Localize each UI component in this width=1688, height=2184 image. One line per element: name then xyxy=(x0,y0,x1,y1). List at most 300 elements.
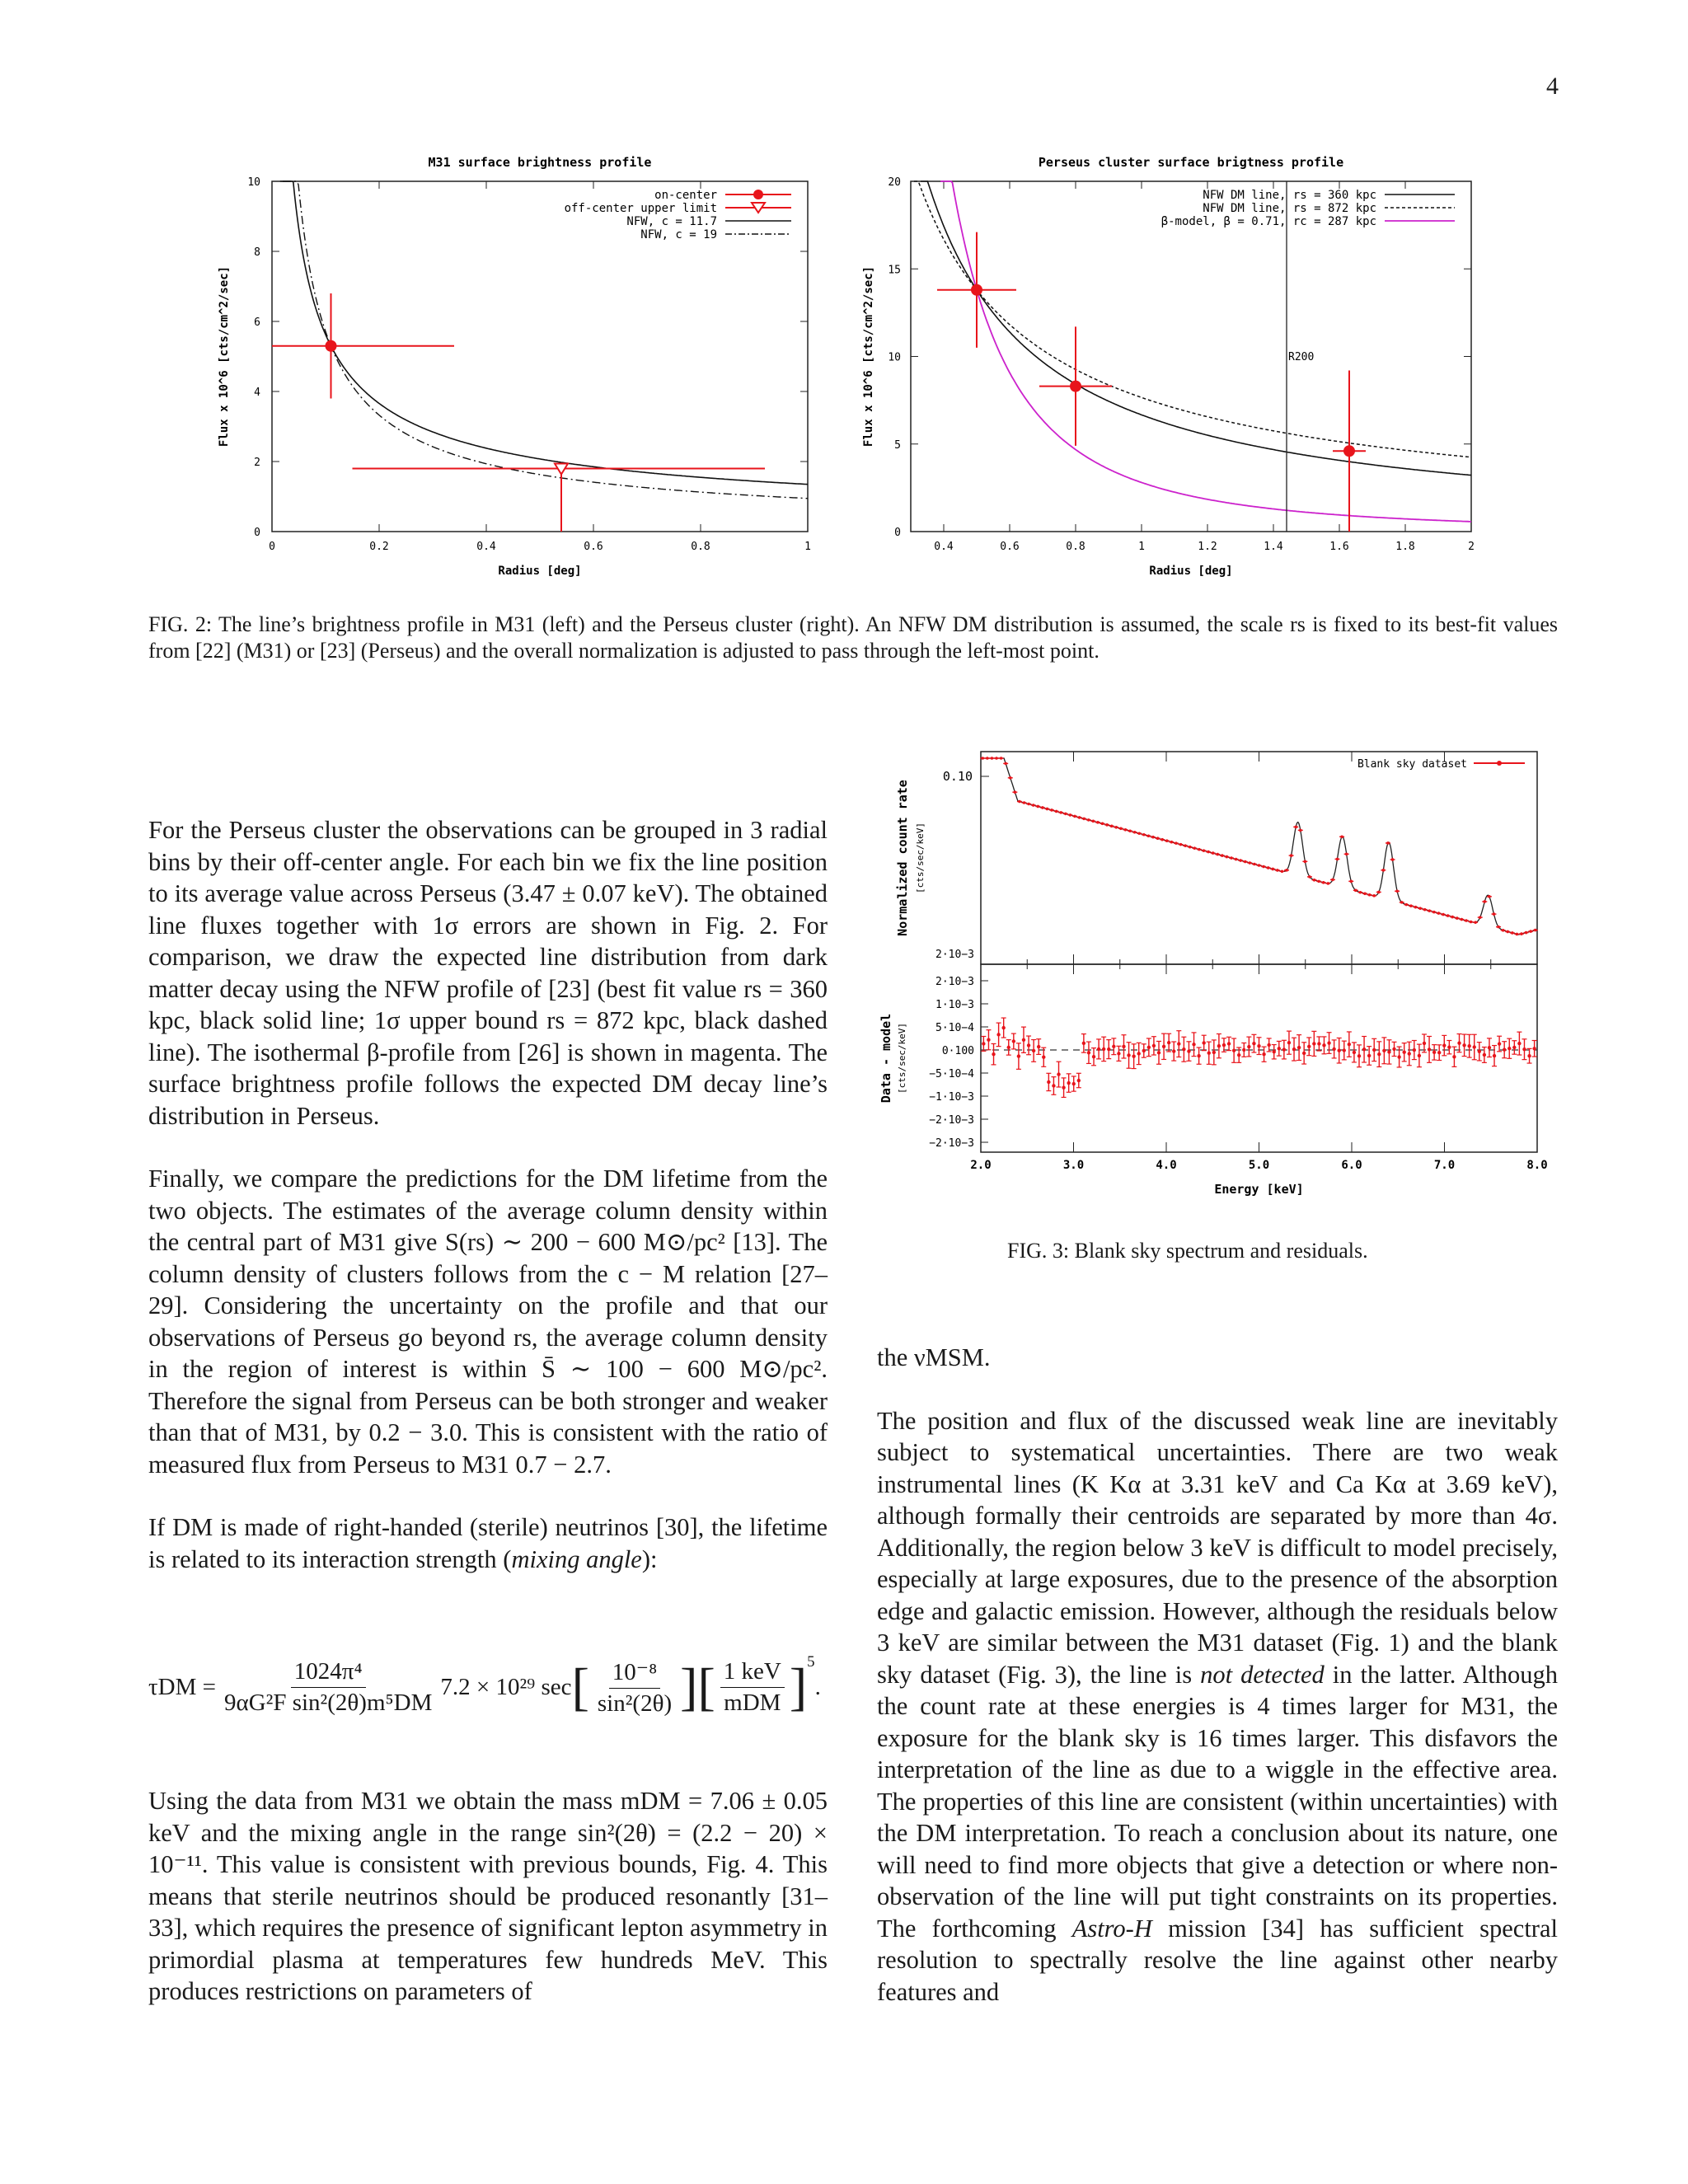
residual-point xyxy=(1522,1047,1526,1051)
spectrum-marker xyxy=(991,757,994,760)
spectrum-marker xyxy=(1262,865,1265,869)
residual-point xyxy=(1027,1043,1030,1047)
spectrum-marker xyxy=(1046,808,1049,811)
chart-title: Perseus cluster surface brigtness profile xyxy=(1038,155,1344,170)
spectrum-marker xyxy=(1432,911,1436,914)
residual-point xyxy=(1327,1041,1330,1044)
spectrum-marker xyxy=(1349,880,1353,883)
residual-point xyxy=(1307,1045,1311,1048)
eq-mid: 7.2 × 10²⁹ sec xyxy=(440,1673,572,1700)
legend-label: on-center xyxy=(654,189,717,202)
residual-point xyxy=(1467,1044,1470,1047)
spectrum-marker xyxy=(1151,836,1155,839)
y-tick-label: 15 xyxy=(888,264,901,277)
spectrum-marker xyxy=(1474,921,1477,924)
y-tick-label: 5·10−4 xyxy=(935,1022,974,1034)
residual-point xyxy=(1457,1041,1461,1044)
spectrum-marker xyxy=(1479,916,1482,919)
paragraph-lifetime: Finally, we compare the predictions for the DM lifetime from the two objects. The estimates of the average column density within the central part of M31 give S(rs) ∼ 200 − 600 M⊙/pc² [13]. The column density of clusters follows from the c − M relation [27–29]. Considering the uncertainty on the profile and that our observations of Perseus go beyond rs, the average column density in the region of interest is within S̄ ∼ 100 − 600 M⊙/pc². Therefore the signal from Perseus can be both stronger and weaker than that of M31, by 0.2 − 3.0. This is consistent with the ratio of measured flux from Perseus to M31 0.7 − 2.7. xyxy=(148,1165,828,1479)
spectrum-marker xyxy=(1239,859,1242,862)
spectrum-marker xyxy=(1160,838,1164,841)
spectrum-marker xyxy=(1442,913,1445,916)
spectrum-marker xyxy=(1506,930,1509,934)
spectrum-marker xyxy=(1359,891,1362,894)
y-tick-label: 10 xyxy=(888,351,901,364)
spectrum-marker xyxy=(1428,909,1431,912)
legend-on-center-marker xyxy=(753,190,763,199)
legend-label: Blank sky dataset xyxy=(1357,758,1467,771)
residual-point xyxy=(1072,1082,1076,1085)
residual-point xyxy=(1017,1054,1020,1057)
residual-point xyxy=(1237,1053,1240,1057)
residual-point xyxy=(1037,1045,1040,1048)
spectrum-marker xyxy=(1092,820,1095,823)
residual-point xyxy=(1387,1050,1390,1053)
legend-marker xyxy=(1497,761,1502,766)
spectrum-marker xyxy=(1142,833,1146,837)
spectrum-marker xyxy=(1023,801,1026,804)
x-tick-label: 0.4 xyxy=(476,541,496,553)
x-tick-label: 1.4 xyxy=(1264,541,1283,553)
y-tick-label: −1·10−3 xyxy=(929,1091,974,1104)
residual-point xyxy=(1137,1052,1141,1055)
residual-point xyxy=(1252,1042,1255,1045)
residual-point xyxy=(1082,1042,1085,1045)
residual-point xyxy=(1353,1051,1356,1054)
eq-frac-1: $\frac{\text{1024π⁴}}{\text{9αG²F sin²(2θ)m⁵DM}}$ xyxy=(224,1657,433,1716)
spectrum-marker xyxy=(995,757,998,760)
spectrum-marker xyxy=(1207,851,1210,854)
residual-point xyxy=(1192,1043,1195,1046)
spectrum-marker xyxy=(1096,821,1100,824)
residual-point xyxy=(1362,1047,1366,1051)
spectrum-marker xyxy=(1409,904,1413,907)
x-tick-label: 0.8 xyxy=(1066,541,1085,553)
x-axis-label: Radius [deg] xyxy=(1149,565,1233,578)
spectrum-marker xyxy=(1041,806,1044,809)
spectrum-marker xyxy=(1308,875,1311,879)
spectrum-marker xyxy=(1354,889,1357,893)
spectrum-marker xyxy=(1087,818,1090,822)
spectrum-marker xyxy=(1345,852,1348,855)
paragraph-sterile: If DM is made of right-handed (sterile) neutrinos [30], the lifetime is related to its interaction strength (mixing angle): xyxy=(148,1513,828,1573)
x-tick-label: 1 xyxy=(804,541,811,553)
legend-label: off-center upper limit xyxy=(564,202,717,215)
eq-frac-3: $\frac{\text{1 keV}}{\text{mDM}}$ xyxy=(720,1658,785,1717)
residual-point xyxy=(1262,1052,1265,1056)
spectrum-marker xyxy=(1249,861,1252,865)
residual-point xyxy=(1512,1046,1516,1049)
eq-lhs: τDM = xyxy=(148,1673,216,1700)
residual-point xyxy=(1172,1049,1175,1052)
residual-point xyxy=(1397,1055,1400,1058)
chart-title: M31 surface brightness profile xyxy=(428,155,652,170)
residual-point xyxy=(1382,1049,1386,1052)
residual-point xyxy=(1257,1044,1260,1047)
residual-point xyxy=(1012,1039,1015,1043)
spectrum-marker xyxy=(1165,839,1169,842)
spectrum-model-line xyxy=(981,758,1537,935)
legend-label: NFW DM line, rs = 360 kpc xyxy=(1203,189,1376,202)
spectrum-marker xyxy=(1497,926,1500,929)
on-center-point xyxy=(326,340,337,352)
residual-point xyxy=(996,1033,1000,1036)
x-tick-label: 0.6 xyxy=(1000,541,1020,553)
residual-point xyxy=(1092,1055,1095,1058)
y-axis-label-bottom: Data - model xyxy=(879,1013,893,1104)
residual-point xyxy=(1047,1080,1050,1084)
spectrum-marker xyxy=(1105,823,1109,827)
spectrum-marker xyxy=(1137,832,1141,835)
residual-point xyxy=(1042,1056,1045,1059)
spectrum-marker xyxy=(1294,826,1297,829)
residual-point xyxy=(1202,1041,1205,1044)
residual-point xyxy=(987,1038,990,1042)
residual-point xyxy=(1278,1047,1281,1050)
spectrum-marker xyxy=(1110,825,1114,828)
residual-point xyxy=(1357,1054,1361,1057)
residual-point xyxy=(1222,1043,1226,1047)
m31-profile-chart xyxy=(206,148,849,593)
residual-point xyxy=(1132,1054,1135,1057)
spectrum-marker xyxy=(1437,912,1441,915)
residual-point xyxy=(1242,1048,1245,1052)
residual-point xyxy=(1483,1053,1486,1057)
paragraph-systematics: The position and flux of the discussed weak line are inevitably subject to systematical uncertainties. There are two weak instrumental lines (K Kα at 3.31 keV and Ca Kα at 3.69 keV), although formally their centroids are separated by more than 4σ. Additionally, the region below 3 keV is difficult to model precisely, especially at large exposures, due to the presence of the absorption edge and galactic emission. However, although the residuals below 3 keV are similar between the M31 dataset (Fig. 1) and the blank sky dataset (Fig. 3), the line is not detected in the latter. Although the count rate at these energies is 4 times larger for M31, the exposure for the blank sky is 16 times larger. This disfavors the interpretation of the line as due to a wiggle in the effective area. The properties of this line are consistent (within uncertainties) with the DM interpretation. To reach a conclusion about its nature, one will need to find more objects that give a detection or where non-observation of the line will put tight constraints on its properties. The forthcoming Astro-H mission [34] has sufficient spectral resolution to spectrally resolve the line against other nearby features and xyxy=(877,1406,1559,2006)
residual-point xyxy=(1112,1045,1115,1048)
spectrum-marker xyxy=(1184,844,1187,847)
residual-point xyxy=(1302,1052,1306,1055)
page-number: 4 xyxy=(1546,73,1559,100)
x-tick-label: 4.0 xyxy=(1156,1159,1177,1172)
residual-point xyxy=(1437,1051,1441,1054)
residual-point xyxy=(1428,1047,1431,1051)
spectrum-marker xyxy=(1267,866,1270,869)
spectrum-marker xyxy=(1258,864,1261,867)
residual-point xyxy=(1232,1048,1236,1052)
spectrum-marker xyxy=(1004,762,1007,766)
y-axis-unit-bottom: [cts/sec/keV] xyxy=(897,1022,907,1094)
residual-point xyxy=(1332,1047,1335,1051)
residual-point xyxy=(1282,1047,1286,1051)
left-column xyxy=(148,814,828,1575)
residual-point xyxy=(1432,1051,1436,1054)
residual-point xyxy=(1377,1052,1381,1056)
residual-point xyxy=(1372,1048,1376,1052)
y-tick-label: 8 xyxy=(254,246,260,259)
y-tick-label: 0 xyxy=(894,527,901,539)
legend-label: β-model, β = 0.71, rc = 287 kpc xyxy=(1160,215,1376,228)
spectrum-marker xyxy=(1285,869,1288,872)
plot-frame xyxy=(911,181,1471,532)
residual-point xyxy=(1122,1045,1125,1048)
spectrum-marker xyxy=(1331,879,1334,882)
spectrum-marker xyxy=(1377,891,1381,894)
residual-point xyxy=(1413,1048,1416,1052)
data-point xyxy=(1343,445,1355,457)
residual-point xyxy=(1462,1043,1465,1047)
spectrum-marker xyxy=(1119,827,1123,831)
x-tick-label: 5.0 xyxy=(1248,1159,1270,1172)
x-axis-label: Energy [keV] xyxy=(1214,1182,1304,1197)
residual-point xyxy=(1498,1042,1501,1045)
residual-point xyxy=(1493,1054,1496,1057)
x-tick-label: 0.2 xyxy=(369,541,389,553)
spectrum-marker xyxy=(1488,895,1491,898)
spectrum-marker xyxy=(1451,916,1454,919)
spectrum-marker xyxy=(1461,918,1464,921)
residual-point xyxy=(1517,1042,1521,1045)
spectrum-marker xyxy=(981,757,984,760)
fig3-caption: FIG. 3: Blank sky spectrum and residuals. xyxy=(1007,1239,1368,1263)
residual-point xyxy=(1022,1038,1025,1042)
residual-point xyxy=(1102,1047,1105,1051)
residual-point xyxy=(1297,1046,1301,1049)
spectrum-marker xyxy=(1226,855,1229,859)
y-tick-label: 2·10−3 xyxy=(935,949,974,961)
residual-point xyxy=(1067,1081,1070,1085)
residual-point xyxy=(1087,1051,1090,1054)
x-tick-label: 7.0 xyxy=(1433,1159,1456,1172)
residual-point xyxy=(1507,1047,1511,1050)
spectrum-marker xyxy=(1170,841,1174,844)
residual-point xyxy=(1167,1041,1170,1044)
nfw-c11-curve xyxy=(280,181,808,485)
residual-point xyxy=(1212,1051,1216,1054)
spectrum-marker xyxy=(1073,815,1076,818)
y-tick-label: −2·10−3 xyxy=(929,1114,974,1127)
spectrum-marker xyxy=(1322,881,1325,884)
spectrum-marker xyxy=(1271,868,1274,871)
nfw-c19-curve xyxy=(283,181,808,499)
residual-point xyxy=(1062,1085,1065,1089)
residual-point xyxy=(1343,1048,1346,1052)
x-tick-label: 0.6 xyxy=(584,541,603,553)
residual-point xyxy=(1052,1084,1055,1087)
spectrum-marker xyxy=(1147,834,1151,837)
spectrum-marker xyxy=(1529,930,1532,933)
residual-point xyxy=(1423,1042,1426,1045)
residual-point xyxy=(1197,1054,1200,1057)
spectrum-marker xyxy=(1101,823,1104,826)
spectrum-marker xyxy=(1212,851,1215,855)
spectrum-marker xyxy=(1336,858,1339,861)
x-tick-label: 1.8 xyxy=(1395,541,1415,553)
residual-point xyxy=(1007,1046,1010,1049)
y-tick-label: 0 xyxy=(254,527,260,539)
spectrum-marker xyxy=(1483,900,1486,903)
residual-point xyxy=(1177,1042,1180,1045)
residual-point xyxy=(982,1042,985,1045)
y-axis-label: Flux x 10^6 [cts/cm^2/sec] xyxy=(862,265,875,448)
data-point xyxy=(1070,381,1081,392)
spectrum-marker xyxy=(1235,858,1238,861)
spectrum-marker xyxy=(1175,841,1178,845)
spectrum-marker xyxy=(1456,916,1459,920)
spectrum-marker xyxy=(1124,828,1128,832)
spectrum-marker xyxy=(1502,929,1505,932)
x-tick-label: 0.4 xyxy=(934,541,954,553)
residual-point xyxy=(1182,1047,1185,1051)
residual-point xyxy=(1107,1047,1110,1051)
y-tick-label: 20 xyxy=(888,176,901,189)
spectrum-marker xyxy=(1203,849,1206,852)
residual-point xyxy=(1503,1048,1506,1052)
spectrum-marker xyxy=(1516,933,1519,936)
data-point xyxy=(971,284,982,296)
spectrum-marker xyxy=(1179,843,1183,846)
spectrum-marker xyxy=(1340,835,1343,838)
y-tick-label: −2·10−3 xyxy=(929,1137,974,1150)
spectrum-marker xyxy=(1216,853,1219,856)
spectrum-marker xyxy=(1423,908,1427,912)
spectrum-marker xyxy=(1064,813,1067,816)
spectrum-marker xyxy=(1447,914,1450,917)
residual-point xyxy=(1057,1072,1060,1076)
residual-point xyxy=(1097,1047,1100,1051)
spectrum-marker xyxy=(1078,816,1081,819)
spectrum-marker xyxy=(1395,889,1399,893)
residual-point xyxy=(1532,1047,1536,1050)
spectrum-marker xyxy=(1276,869,1279,872)
spectrum-marker xyxy=(1493,912,1496,916)
spectrum-marker xyxy=(1299,829,1302,832)
residual-point xyxy=(1147,1046,1151,1049)
beta-model-curve xyxy=(940,181,1471,522)
residual-point xyxy=(1162,1045,1165,1048)
r200-label: R200 xyxy=(1288,350,1315,363)
spectrum-marker xyxy=(1465,919,1468,922)
spectrum-marker xyxy=(1372,894,1376,898)
y-axis-label-top: Normalized count rate xyxy=(895,780,910,936)
residual-point xyxy=(1312,1042,1315,1045)
spectrum-marker xyxy=(1368,893,1372,897)
residual-point xyxy=(1267,1043,1270,1047)
x-tick-label: 1.6 xyxy=(1329,541,1349,553)
residual-point xyxy=(1402,1051,1405,1054)
spectrum-marker xyxy=(1198,848,1201,851)
y-axis-label: Flux x 10^6 [cts/cm^2/sec] xyxy=(218,265,231,448)
x-tick-label: 1.2 xyxy=(1198,541,1217,553)
spectrum-marker xyxy=(1253,863,1256,866)
spectrum-marker xyxy=(1027,803,1030,806)
residual-point xyxy=(1152,1044,1156,1047)
residual-point xyxy=(1287,1041,1291,1044)
spectrum-marker xyxy=(1082,818,1085,821)
residual-point xyxy=(1077,1079,1081,1082)
x-tick-label: 2 xyxy=(1468,541,1475,553)
x-tick-label: 8.0 xyxy=(1526,1159,1548,1172)
spectrum-marker xyxy=(1400,901,1404,904)
residual-point xyxy=(1478,1050,1481,1053)
fig2-caption: FIG. 2: The line’s brightness profile in M31 (left) and the Perseus cluster (right). An NFW DM distribution is assumed, the scale rs is fixed to its best-fit values from [22] (M31) or [23] (Perseus) and the overall normalization is adjusted to pass through the left-most point. xyxy=(148,612,1558,663)
y-tick-label: −5·10−4 xyxy=(929,1068,974,1080)
residual-point xyxy=(1442,1043,1446,1047)
spectrum-marker xyxy=(1382,869,1386,872)
paragraph-numsm: the νMSM. xyxy=(877,1343,991,1371)
spectrum-marker xyxy=(1018,800,1021,804)
residual-point xyxy=(1317,1042,1320,1045)
residual-point xyxy=(1322,1043,1325,1047)
lifetime-equation: τDM = $\frac{\text{1024π⁴}}{\text{9αG²F sin²(2θ)m⁵DM}}$ 7.2 × 10²⁹ sec [ $\frac{\text{10⁻⁸}}{\text{sin²(2θ)}}$ ] [ $\frac{\text{1 keV}}{\text{mDM}}$ ] $^5$ . xyxy=(148,1653,821,1717)
y-tick-label: 0.10 xyxy=(942,769,973,784)
left-column-bottom xyxy=(148,1785,828,2008)
x-tick-label: 0 xyxy=(269,541,275,553)
y-tick-label: 10 xyxy=(247,176,260,189)
spectrum-marker xyxy=(1009,776,1012,780)
spectrum-marker xyxy=(1470,921,1473,924)
residual-point xyxy=(1447,1045,1451,1048)
spectrum-marker xyxy=(1363,892,1367,895)
spectrum-marker xyxy=(1534,929,1537,932)
residual-point xyxy=(1117,1052,1120,1055)
residual-point xyxy=(1127,1053,1130,1057)
legend-label: NFW, c = 19 xyxy=(640,228,717,241)
residual-point xyxy=(1348,1043,1351,1046)
y-tick-label: 4 xyxy=(254,387,260,399)
residual-point xyxy=(1273,1050,1276,1053)
spectrum-marker xyxy=(1386,841,1390,845)
spectrum-marker xyxy=(1313,879,1316,882)
residual-point xyxy=(1367,1054,1371,1057)
residual-point xyxy=(1001,1026,1005,1029)
spectrum-marker xyxy=(1317,880,1320,883)
spectrum-marker xyxy=(1059,811,1062,814)
y-tick-label: 0·100 xyxy=(941,1045,974,1057)
residual-point xyxy=(1408,1052,1411,1055)
spectrum-marker xyxy=(1050,808,1053,812)
residual-point xyxy=(1527,1054,1531,1057)
spectrum-marker xyxy=(1511,931,1514,935)
spectrum-marker xyxy=(1055,810,1058,813)
residual-point xyxy=(1217,1044,1221,1047)
spectrum-marker xyxy=(1414,906,1418,909)
spectrum-marker xyxy=(1230,856,1233,860)
residual-point xyxy=(1157,1051,1160,1054)
residual-point xyxy=(1032,1049,1035,1052)
spectrum-marker xyxy=(986,757,989,760)
residual-point xyxy=(1247,1045,1250,1048)
spectrum-marker xyxy=(1128,829,1132,832)
spectrum-marker xyxy=(1281,869,1284,873)
residual-point xyxy=(1418,1054,1421,1057)
spectrum-marker xyxy=(1304,860,1307,864)
spectrum-marker xyxy=(1520,932,1523,935)
perseus-profile-chart xyxy=(857,148,1500,593)
x-tick-label: 1 xyxy=(1138,541,1145,553)
paragraph-mass: Using the data from M31 we obtain the mass mDM = 7.06 ± 0.05 keV and the mixing angle in the range sin²(2θ) = (2.2 − 20) × 10⁻¹¹. This value is consistent with previous bounds, Fig. 4. This means that sterile neutrinos should be produced resonantly [31–33], which requires the presence of significant lepton asymmetry in primordial plasma at temperatures few hundreds MeV. This produces restrictions on parameters of xyxy=(148,1787,828,2005)
spectrum-marker xyxy=(1000,757,1003,760)
spectrum-marker xyxy=(1014,790,1017,794)
spectrum-marker xyxy=(1156,837,1160,840)
residual-point xyxy=(1392,1047,1395,1051)
spectrum-marker xyxy=(1418,907,1422,910)
y-tick-label: 5 xyxy=(894,438,901,452)
x-tick-label: 0.8 xyxy=(691,541,710,553)
residual-point xyxy=(1227,1042,1231,1045)
x-tick-label: 6.0 xyxy=(1341,1159,1362,1172)
x-axis-label: Radius [deg] xyxy=(498,565,582,578)
y-tick-label: 2 xyxy=(254,457,260,469)
spectrum-marker xyxy=(1032,804,1035,807)
x-tick-label: 2.0 xyxy=(970,1159,992,1172)
residual-point xyxy=(1207,1052,1211,1055)
paragraph-perseus: For the Perseus cluster the observations can be grouped in 3 radial bins by their off-center angle. For each bin we fix the line position to its average value across Perseus (3.47 ± 0.07 keV). The obtained line fluxes together with 1σ errors are shown in Fig. 2. For comparison, we draw the expected line distribution from dark matter decay using the NFW profile of [23] (best fit value rs = 360 kpc, black solid line; 1σ upper bound rs = 872 kpc, black dashed line). The isothermal β-profile from [26] is shown in magenta. The surface brightness profile follows the expected DM decay line’s distribution in Perseus. xyxy=(148,816,828,1130)
residual-point xyxy=(992,1052,995,1056)
residual-point xyxy=(1488,1046,1491,1049)
legend-label: NFW, c = 11.7 xyxy=(626,215,717,228)
y-tick-label: 2·10−3 xyxy=(935,976,974,988)
